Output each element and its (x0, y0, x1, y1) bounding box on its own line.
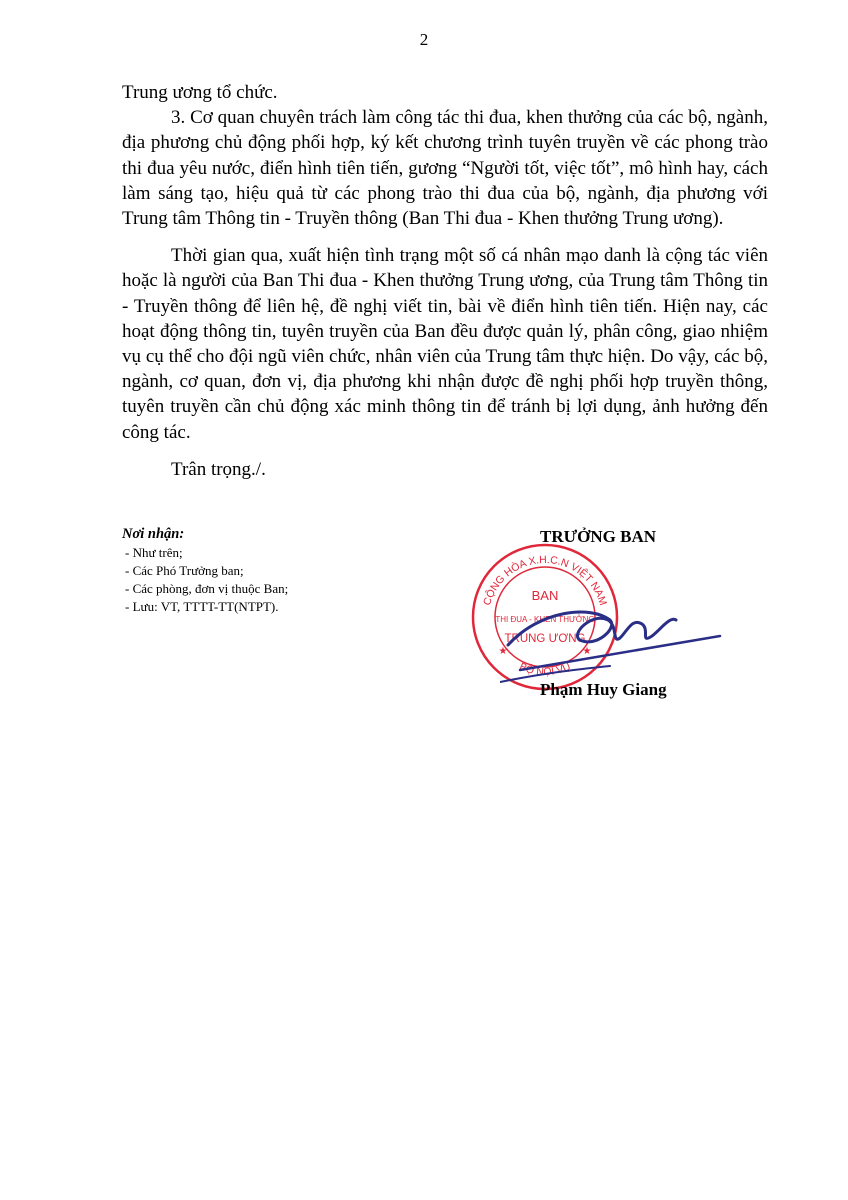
seal-line-2: THI ĐUA - KHEN THƯỞNG (495, 615, 595, 624)
closing-line: Trân trọng./. (171, 458, 266, 480)
recipients-list (122, 544, 422, 615)
recipients-block (122, 526, 422, 616)
signer-name: Phạm Huy Giang (540, 680, 667, 699)
seal-star-icon: ★ (498, 646, 508, 657)
page-number: 2 (419, 30, 429, 49)
recipient-item: - Lưu: VT, TTTT-TT(NTPT). (125, 599, 279, 614)
seal-line-1: BAN (531, 588, 559, 603)
seal-line-3: TRUNG ƯƠNG (504, 633, 586, 645)
seal-outer-text: CỘNG HÒA X.H.C.N VIỆT NAM (481, 553, 609, 607)
signer-title: TRƯỞNG BAN (540, 527, 657, 546)
document-body (122, 80, 768, 482)
recipients-title: Nơi nhận: (122, 526, 185, 542)
handwritten-signature (500, 590, 730, 690)
paragraph-item-3: 3. Cơ quan chuyên trách làm công tác thi đua, khen thưởng của các bộ, ngành, địa phương chủ động phối hợp, ký kết chương trình tuyên truyền về các phong trào thi đua yêu nước, điển hình tiên tiến, gương “Người tốt, việc tốt”, mô hình hay, cách làm sáng tạo, hiệu quả từ các phong trào thi đua của bộ, ngành, địa phương với Trung tâm Thông tin - Truyền thông (Ban Thi đua - Khen thưởng Trung ương). (122, 107, 768, 230)
recipient-item: - Các Phó Trưởng ban; (125, 563, 244, 578)
seal-star-icon: ★ (582, 646, 592, 657)
paragraph-warning: Thời gian qua, xuất hiện tình trạng một số cá nhân mạo danh là cộng tác viên hoặc là người của Ban Thi đua - Khen thưởng Trung ương, của Trung tâm Thông tin - Truyền thông để liên hệ, đề nghị viết tin, bài về điển hình tiên tiến. Hiện nay, các hoạt động thông tin, tuyên truyền của Ban đều được quản lý, phân công, giao nhiệm vụ cụ thể cho đội ngũ viên chức, nhân viên của Trung tâm thực hiện. Do vậy, các bộ, ngành, cơ quan, đơn vị, địa phương khi nhận được đề nghị phối hợp truyền thông, tuyên truyền cần chủ động xác minh thông tin để tránh bị lợi dụng, ảnh hưởng đến công tác. (122, 245, 768, 443)
recipient-item: - Các phòng, đơn vị thuộc Ban; (125, 581, 289, 596)
recipient-item: - Như trên; (125, 545, 183, 560)
seal-bottom-text: BỘ NỘI VỤ (517, 660, 573, 679)
paragraph-continuation: Trung ương tổ chức. (122, 82, 278, 103)
